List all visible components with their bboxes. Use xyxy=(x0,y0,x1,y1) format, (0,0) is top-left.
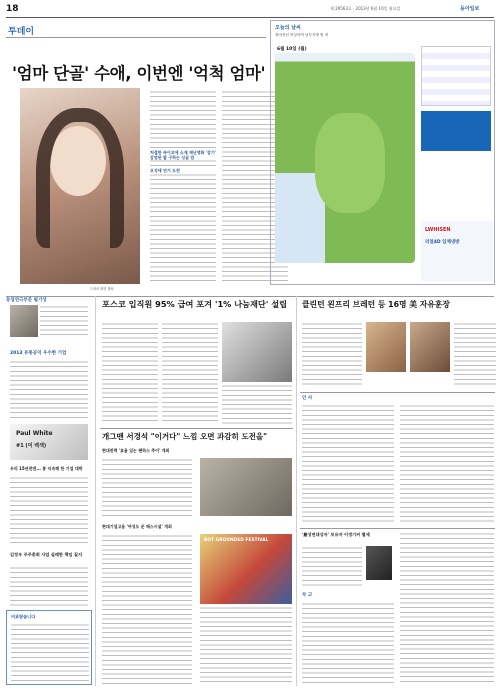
festival-sign: BOT GROUNDED FESTIVAL xyxy=(204,538,269,543)
left-text-block xyxy=(10,360,88,420)
masthead xyxy=(0,0,500,22)
ad-caption: 우리 15년전엔... 통 익숙해 한 기업 대박 xyxy=(10,466,83,471)
mid-photo-caption xyxy=(222,384,292,424)
left-bottom-head: 김정우 주주총회 사업 실패한 책임 질지 xyxy=(10,552,83,557)
right-photo-1 xyxy=(366,322,406,372)
weather-panel xyxy=(270,20,495,285)
paper-name: 동아일보 xyxy=(460,6,480,12)
people-col-2 xyxy=(400,404,494,524)
ad-text-2: #1 (미 백색) xyxy=(16,443,47,449)
left-text-block-2 xyxy=(10,476,88,546)
memorial-portrait xyxy=(366,546,392,580)
hair-shape xyxy=(36,108,124,248)
weather-map xyxy=(275,53,415,263)
page-number: 18 xyxy=(6,4,19,14)
lead-subhead-2: 모성애 연기 도전 xyxy=(150,168,216,174)
left-box xyxy=(6,610,92,685)
left-subhead: 2013 유통공익 우수한 기업 xyxy=(10,351,67,356)
issue-info: 제 29563호 · 2013년 6월 10일 월요일 xyxy=(330,6,401,11)
right-col-list xyxy=(400,532,494,684)
right-body-col-2 xyxy=(454,322,496,386)
mid-body-col-2 xyxy=(162,322,218,424)
mid-photo xyxy=(222,322,292,382)
weather-date: 6월 10일 (월) xyxy=(277,47,307,52)
ad-line: 리얼4D 입체냉방 xyxy=(425,240,460,245)
left-box-label: 비료탐습니다 xyxy=(11,614,36,619)
ad-brand: LWHISEN xyxy=(425,227,451,233)
left-col-header: 동업연극부문 필기상 xyxy=(6,298,47,303)
mid-body-col-1 xyxy=(102,322,158,424)
land-highlight xyxy=(315,113,385,213)
people-col-1 xyxy=(302,404,394,524)
mid-body-col-3 xyxy=(102,458,192,518)
weather-title: 오늘의 날씨 xyxy=(275,25,301,31)
festival-photo xyxy=(200,534,292,604)
mid-sub-b: 현대기업고용 '여성도 운 해스시설' 개최 xyxy=(102,524,172,529)
obituary-section: 부 고 xyxy=(302,593,313,598)
people-section: 인 사 xyxy=(302,396,313,401)
weather-subtitle: 장마전선 북상하여 남부지방 밤 비 xyxy=(275,33,329,37)
ad-text: Paul White xyxy=(16,430,53,437)
lead-subhead: 처절한 싸이코에 소재 재난영화 '감기' 감염된 딸 구하는 싱글 맘 xyxy=(150,150,216,161)
mid-headline-2: 개그맨 서경석 "이거다" 느낌 오면 과감히 도전을" xyxy=(102,432,268,441)
mid-headline: 포스코 입직원 95% 급여 포겨 '1% 나눔재단' 설립 xyxy=(102,299,288,309)
photo-credit: 드라마 화면 캡처 xyxy=(90,287,114,291)
lead-headline: '엄마 단골' 수애, 이번엔 '억척 엄마' xyxy=(12,64,266,83)
lead-body-col-1 xyxy=(150,90,216,285)
left-col-portrait xyxy=(10,305,38,337)
mid-photo-2 xyxy=(200,458,292,516)
weather-ad xyxy=(421,221,493,281)
weather-uv-box xyxy=(421,111,491,151)
obituary-text xyxy=(302,602,394,684)
mid-body-col-4 xyxy=(102,534,192,684)
weather-side-table xyxy=(421,46,491,106)
lead-photo xyxy=(20,88,140,284)
right-body-col-1 xyxy=(302,322,362,386)
memorial-headline: '最성연대상자' 보유자 이정기씨 별세 xyxy=(302,532,370,537)
right-photo-2 xyxy=(410,322,450,372)
left-text-block-3 xyxy=(10,566,88,606)
festival-caption xyxy=(200,606,292,684)
memorial-text xyxy=(302,546,362,586)
right-headline: 클린턴 왼프리 브레턴 등 16명 美 자유훈장 xyxy=(302,300,450,309)
left-col-text xyxy=(40,305,88,337)
section-title: 투데이 xyxy=(8,27,35,37)
mid-subhead: 현대전력 '효율 있는 팬하스 추어' 개최 xyxy=(102,448,170,453)
left-ad-image xyxy=(10,424,88,460)
